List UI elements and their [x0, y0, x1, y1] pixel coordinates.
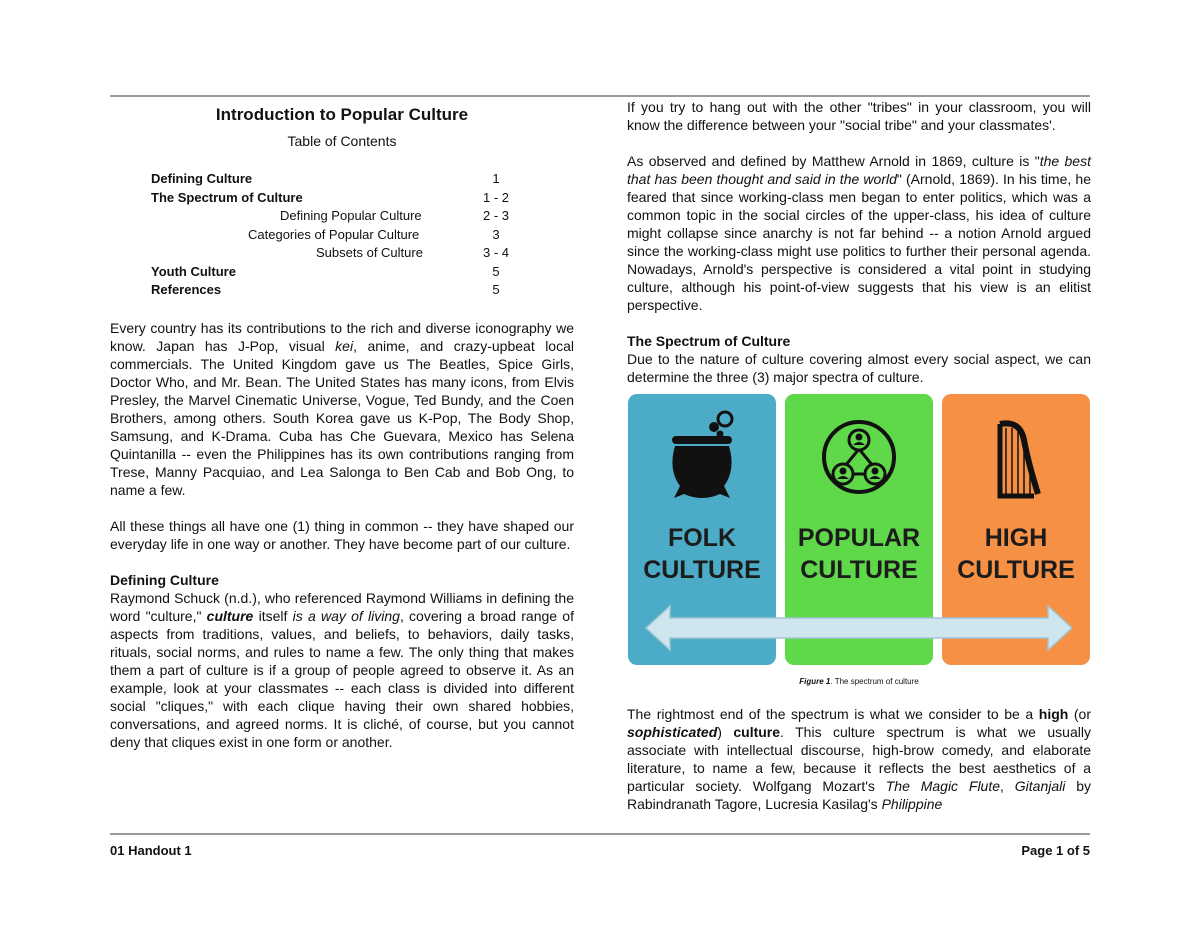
toc-row[interactable] [151, 189, 531, 208]
text-run: culture [733, 724, 781, 740]
heading-defining-culture: Defining Culture [110, 572, 219, 588]
toc-page: 1 [492, 171, 500, 186]
label-line: CULTURE [800, 556, 918, 584]
tribes-paragraph: If you try to hang out with the other "tribes" in your classroom, you will know the difference between your "social tribe" and your classmates'. [627, 99, 1091, 133]
double-arrow-icon [628, 394, 1090, 665]
text-run: , anime, and crazy-upbeat local commercials. The United Kingdom gave us The Beatles, Spice Girls, Doctor Who, and Mr. Bean. The United States has many icons, from Elvis Presley, the Marvel Cinematic Universe, Vogue, Ted Bundy, and the Coen Brothers, among others. South Korea gave us K-Pop, The Body Shop, Samsung, and K-Drama. Cuba has Che Guevara, Mexico has Selena Quintanilla -- even the Philippines has its own contributions ranging from Trese, Manny Pacquiao, and Lea Salonga to Ben Cab and Bob Ong, to name a few. [110, 338, 574, 498]
caption-text: . The spectrum of culture [830, 677, 919, 686]
toc-page: 2 - 3 [482, 208, 509, 223]
text-run: Gitanjali [1014, 778, 1066, 794]
toc-label: References [151, 282, 222, 297]
toc-page: 1 - 2 [482, 189, 509, 205]
text-run: ) [717, 724, 734, 740]
toc-row[interactable] [151, 207, 531, 226]
caption-label: Figure 1 [799, 677, 831, 686]
text-run: " (Arnold, 1869). In his time, he feared that since working-class men began to enter politics, which was a common topic in the social circles of the upper-class, his idea of culture might collapse since anarchy is not far behind -- a notion Arnold argued since the working-class might use politics to further their personal agenda. Nowadays, Arnold's perspective is considered a vital point in studying culture, although his point-of-view suggests that his view is an elitist perspective. [627, 171, 1091, 313]
label-line: POPULAR [797, 524, 921, 552]
toc-row[interactable] [151, 281, 531, 300]
toc-label: Categories of Popular Culture [248, 226, 420, 242]
header-rule [110, 95, 1090, 97]
text-run: (or [1068, 706, 1091, 722]
footer-page-number: Page 1 of 5 [1021, 843, 1090, 858]
high-culture-paragraph [627, 705, 1091, 813]
document-title: Introduction to Popular Culture [215, 105, 469, 124]
toc-row[interactable] [151, 263, 531, 282]
text-run: culture [206, 608, 254, 624]
text-run: As observed and defined by Matthew Arnold in 1869, culture is " [627, 153, 1040, 169]
figure-caption [628, 677, 1090, 686]
left-column [110, 106, 574, 150]
label-line: CULTURE [957, 556, 1075, 584]
arnold-paragraph [627, 152, 1091, 314]
text-run: The Magic Flute [885, 778, 1001, 794]
toc-label: Defining Culture [151, 171, 253, 186]
text-run: Raymond Schuck (n.d.), who referenced Raymond Williams in defining the word "culture," [110, 590, 574, 624]
text-run: , [1000, 778, 1004, 794]
text-run: Philippine [881, 796, 943, 812]
heading-spectrum: The Spectrum of Culture [627, 333, 791, 349]
high-culture-block [627, 705, 1091, 813]
text-run: the best that has been thought and said in the world [627, 153, 1091, 187]
label-line: HIGH [984, 524, 1048, 552]
text-run: The rightmost end of the spectrum is what we consider to be a [627, 706, 1039, 722]
label-line: FOLK [667, 524, 737, 552]
text-run: itself [253, 608, 293, 624]
label-line: CULTURE [643, 556, 761, 584]
text-run: Every country has its contributions to the rich and diverse iconography we know. Japan has J-Pop, visual [110, 320, 574, 354]
toc-page: 5 [492, 282, 500, 297]
spectrum-figure [628, 394, 1090, 665]
common-paragraph: All these things all have one (1) thing in common -- they have shaped our everyday life in one way or another. They have become part of our culture. [110, 518, 574, 552]
toc-label: Defining Popular Culture [280, 208, 422, 223]
toc-page: 3 - 4 [482, 245, 509, 260]
defining-paragraph [110, 589, 574, 751]
toc-label: The Spectrum of Culture [151, 189, 303, 205]
text-run: is a way of living [292, 608, 400, 624]
text-run: . This culture spectrum is what we usually associate with intellectual discourse, high-brow comedy, and elaborate literature, to name a few, because it reflects the best aesthetics of a particular society. Wolfgang Mozart's [627, 724, 1091, 794]
intro-paragraph [110, 319, 574, 499]
footer-rule [110, 833, 1090, 835]
toc-page: 5 [492, 263, 500, 279]
text-run: by Rabindranath Tagore, Lucresia Kasilag's [627, 778, 1092, 812]
toc-row[interactable] [151, 244, 531, 263]
footer-handout-label: 01 Handout 1 [110, 843, 192, 858]
toc-row[interactable] [151, 170, 531, 189]
text-run: high [1038, 706, 1069, 722]
text-run: sophisticated [627, 724, 718, 740]
right-column [627, 98, 1091, 386]
left-body [110, 319, 574, 751]
toc-heading: Table of Contents [287, 133, 397, 149]
toc-page: 3 [492, 226, 500, 242]
toc-label: Youth Culture [151, 263, 236, 279]
spectrum-intro-paragraph: Due to the nature of culture covering almost every social aspect, we can determine the three (3) major spectra of culture. [627, 351, 1091, 385]
toc-label: Subsets of Culture [316, 245, 423, 260]
spectrum-arrow [646, 606, 1072, 650]
toc-row[interactable] [151, 226, 531, 245]
table-of-contents [151, 170, 531, 300]
text-run: , covering a broad range of aspects from traditions, values, and beliefs, to behaviors, daily tasks, rituals, social norms, and rules to name a few. The only thing that makes them a part of culture is if a group of people agreed to observe it. As an example, look at your classmates -- each class is divided into different social "cliques," with each clique having their own shared hobbies, conversations, and agreed norms. It is cliché, of course, but you cannot deny that cliques exist in one form or another. [110, 608, 574, 750]
text-run: kei [335, 338, 354, 354]
